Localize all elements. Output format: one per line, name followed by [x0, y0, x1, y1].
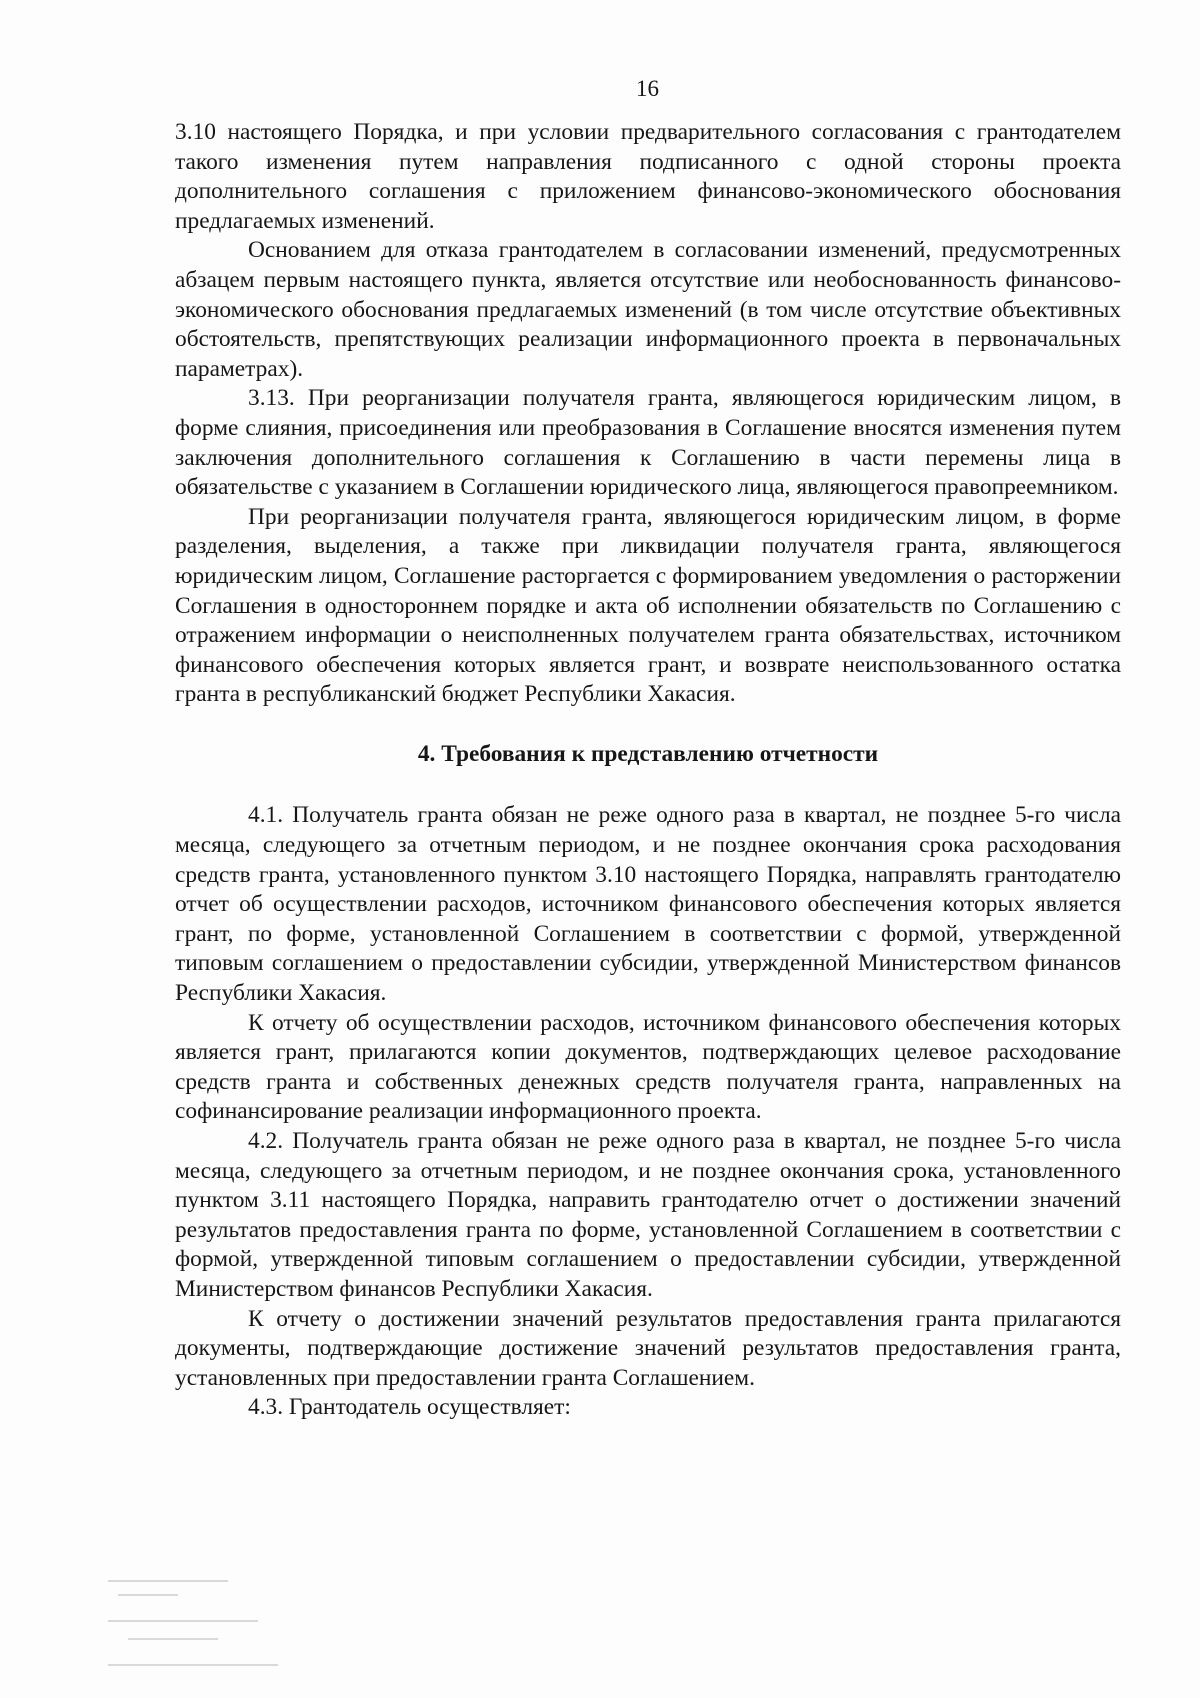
paragraph-4-3-start: 4.3. Грантодатель осуществляет: — [248, 1394, 571, 1421]
paragraph-refusal-grounds: Основанием для отказа грантодателем в согласовании изменений, предусмотренных абзацем первым настоящего пункта, является отсутствие или необоснованность финансово-экономического обоснования предлагаемых изменений (в том числе отсутствие объективных обстоятельств, препятствующих реализации информационного проекта в первоначальных параметрах). — [175, 237, 1121, 382]
paragraph-expense-report-attachments: К отчету об осуществлении расходов, источником финансового обеспечения которых является грант, прилагаются копии документов, подтверждающих целевое расходование средств гранта и собственных денежных средств получателя гранта, направленных на софинансирование реализации информационного проекта. — [175, 1009, 1121, 1125]
paragraph-continuation: 3.10 настоящего Порядка, и при условии предварительного согласования с грантодателем такого изменения путем направления подписанного с одной стороны проекта дополнительного соглашения с приложением финансово-экономического обоснования предлагаемых изменений. — [175, 119, 1121, 234]
scan-artifact-marks — [108, 1580, 318, 1680]
paragraph-reorganization: При реорганизации получателя гранта, являющегося юридическим лицом, в форме разделения, выделения, а также при ликвидации получателя гранта, являющегося юридическим лицом, Соглашение расторгается с формированием уведомления о расторжении Соглашения в одностороннем порядке и акта об исполнении обязательств по Соглашению с отражением информации о неисполненных получателем гранта обязательствах, источником финансового обеспечения которых является грант, и возврате неиспользованного остатка гранта в республиканский бюджет Республики Хакасия. — [175, 503, 1121, 708]
paragraph-3-13: 3.13. При реорганизации получателя гранта, являющегося юридическим лицом, в форме слияния, присоединения или преобразования в Соглашение вносятся изменения путем заключения дополнительного соглашения к Соглашению в части перемены лица в обязательстве с указанием в Соглашении юридического лица, являющегося правопреемником. — [175, 385, 1121, 501]
paragraph-4-2: 4.2. Получатель гранта обязан не реже одного раза в квартал, не позднее 5-го числа месяца, следующего за отчетным периодом, и не позднее окончания срока, установленного пунктом 3.11 настоящего Порядка, направить грантодателю отчет о достижении значений результатов предоставления гранта по форме, установленной Соглашением в соответствии с формой, утвержденной типовым соглашением о предоставлении субсидии, утвержденной Министерством финансов Республики Хакасия. — [175, 1128, 1121, 1302]
document-body — [175, 118, 1121, 1423]
page-number: 16 — [636, 76, 659, 101]
paragraph-results-report-attachments: К отчету о достижении значений результатов предоставления гранта прилагаются документы, подтверждающие достижение значений результатов предоставления гранта, установленных при предоставлении гранта Соглашением. — [175, 1305, 1121, 1391]
paragraph-4-1: 4.1. Получатель гранта обязан не реже одного раза в квартал, не позднее 5-го числа месяца, следующего за отчетным периодом, и не позднее окончания срока расходования средств гранта, установленного пунктом 3.10 настоящего Порядка, направлять грантодателю отчет об осуществлении расходов, источником финансового обеспечения которых является грант, по форме, установленной Соглашением в соответствии с формой, утвержденной типовым соглашением о предоставлении субсидии, утвержденной Министерством финансов Республики Хакасия. — [175, 802, 1121, 1007]
section-heading-reporting: 4. Требования к представлению отчетности — [417, 740, 879, 767]
